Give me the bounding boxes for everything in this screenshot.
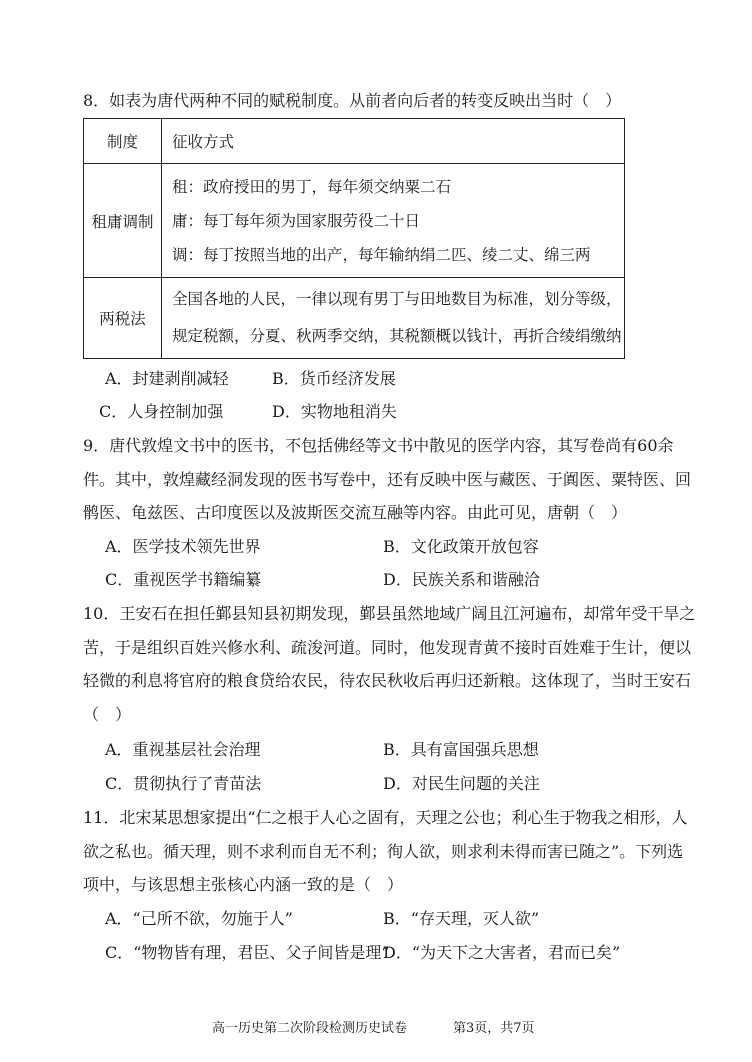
q9-option-a[interactable]: A．医学技术领先世界 xyxy=(105,537,261,556)
table-cell-line: 庸：每丁每年须为国家服劳役二十日 xyxy=(172,211,421,230)
table-row xyxy=(84,278,625,359)
question-10-line: 苦，于是组织百姓兴修水利、疏浚河道。同时，他发现青黄不接时百姓难于生计，便以 xyxy=(83,638,692,657)
table-cell-line: 规定税额，分夏、秋两季交纳，其税额概以钱计，再折合绫绢缴纳 xyxy=(172,327,622,345)
tax-system-table xyxy=(83,118,625,359)
table-row-name: 租庸调制 xyxy=(84,164,162,278)
table-cell-line: 调：每丁按照当地的出产，每年输纳绢二匹、绫二丈、绵三两 xyxy=(172,245,591,264)
footer-page-number: 第3页，共7页 xyxy=(453,1021,535,1036)
q10-option-c[interactable]: C．贯彻执行了青苗法 xyxy=(105,774,262,793)
q8-option-b[interactable]: B．货币经济发展 xyxy=(272,369,396,388)
table-row xyxy=(84,164,625,278)
q11-option-c[interactable]: C．“物物皆有理，君臣、父子间皆是理” xyxy=(105,943,390,962)
question-11-line: 欲之私也。循天理，则不求利而自无不利；徇人欲，则求利未得而害已随之”。下列选 xyxy=(83,842,684,861)
question-10-line: 10．王安石在担任鄞县知县初期发现，鄞县虽然地域广阔且江河遍布，却常年受干旱之 xyxy=(83,604,696,623)
question-10-line: （ ） xyxy=(83,705,132,724)
q9-option-c[interactable]: C．重视医学书籍编纂 xyxy=(105,570,262,589)
table-header-method: 征收方式 xyxy=(162,119,625,164)
q8-option-c[interactable]: C．人身控制加强 xyxy=(99,402,224,421)
q10-option-d[interactable]: D．对民生问题的关注 xyxy=(383,774,540,793)
q9-option-d[interactable]: D．民族关系和谐融洽 xyxy=(383,570,540,589)
question-9-line: 件。其中，敦煌藏经洞发现的医书写卷中，还有反映中医与藏医、于阗医、粟特医、回 xyxy=(83,470,692,489)
question-10-line: 轻微的利息将官府的粮食贷给农民，待农民秋收后再归还新粮。这体现了，当时王安石 xyxy=(83,671,692,690)
table-row-content xyxy=(162,278,625,359)
q9-option-b[interactable]: B．文化政策开放包容 xyxy=(383,537,539,556)
question-9-line: 鹘医、龟兹医、古印度医以及波斯医交流互融等内容。由此可见，唐朝（ ） xyxy=(83,503,628,522)
table-cell-line: 租：政府授田的男丁，每年须交纳粟二石 xyxy=(172,177,452,196)
question-11-line: 11．北宋某思想家提出“仁之根于人心之固有，天理之公也；利心生于物我之相形，人 xyxy=(83,808,688,827)
footer-title: 高一历史第二次阶段检测历史试卷 xyxy=(212,1021,408,1036)
table-header-system: 制度 xyxy=(84,119,162,164)
q8-option-a[interactable]: A．封建剥削减轻 xyxy=(105,369,229,388)
table-row-content xyxy=(162,164,625,278)
q11-option-a[interactable]: A．“己所不欲，勿施于人” xyxy=(105,909,293,928)
table-cell-line: 全国各地的人民，一律以现有男丁与田地数目为标准，划分等级， xyxy=(172,290,622,308)
table-row-name: 两税法 xyxy=(84,278,162,359)
q11-option-d[interactable]: D．“为天下之大害者，君而已矣” xyxy=(383,943,621,962)
question-11-line: 项中，与该思想主张核心内涵一致的是（ ） xyxy=(83,875,404,894)
table-header-row xyxy=(84,119,625,164)
q8-option-d[interactable]: D．实物地租消失 xyxy=(272,402,397,421)
q10-option-a[interactable]: A．重视基层社会治理 xyxy=(105,740,261,759)
question-8-stem: 8．如表为唐代两种不同的赋税制度。从前者向后者的转变反映出当时（ ） xyxy=(83,91,622,110)
q10-option-b[interactable]: B．具有富国强兵思想 xyxy=(383,740,539,759)
question-9-line: 9．唐代敦煌文书中的医书，不包括佛经等文书中散见的医学内容，其写卷尚有60余 xyxy=(83,436,674,455)
q11-option-b[interactable]: B．“存天理，灭人欲” xyxy=(383,909,540,928)
